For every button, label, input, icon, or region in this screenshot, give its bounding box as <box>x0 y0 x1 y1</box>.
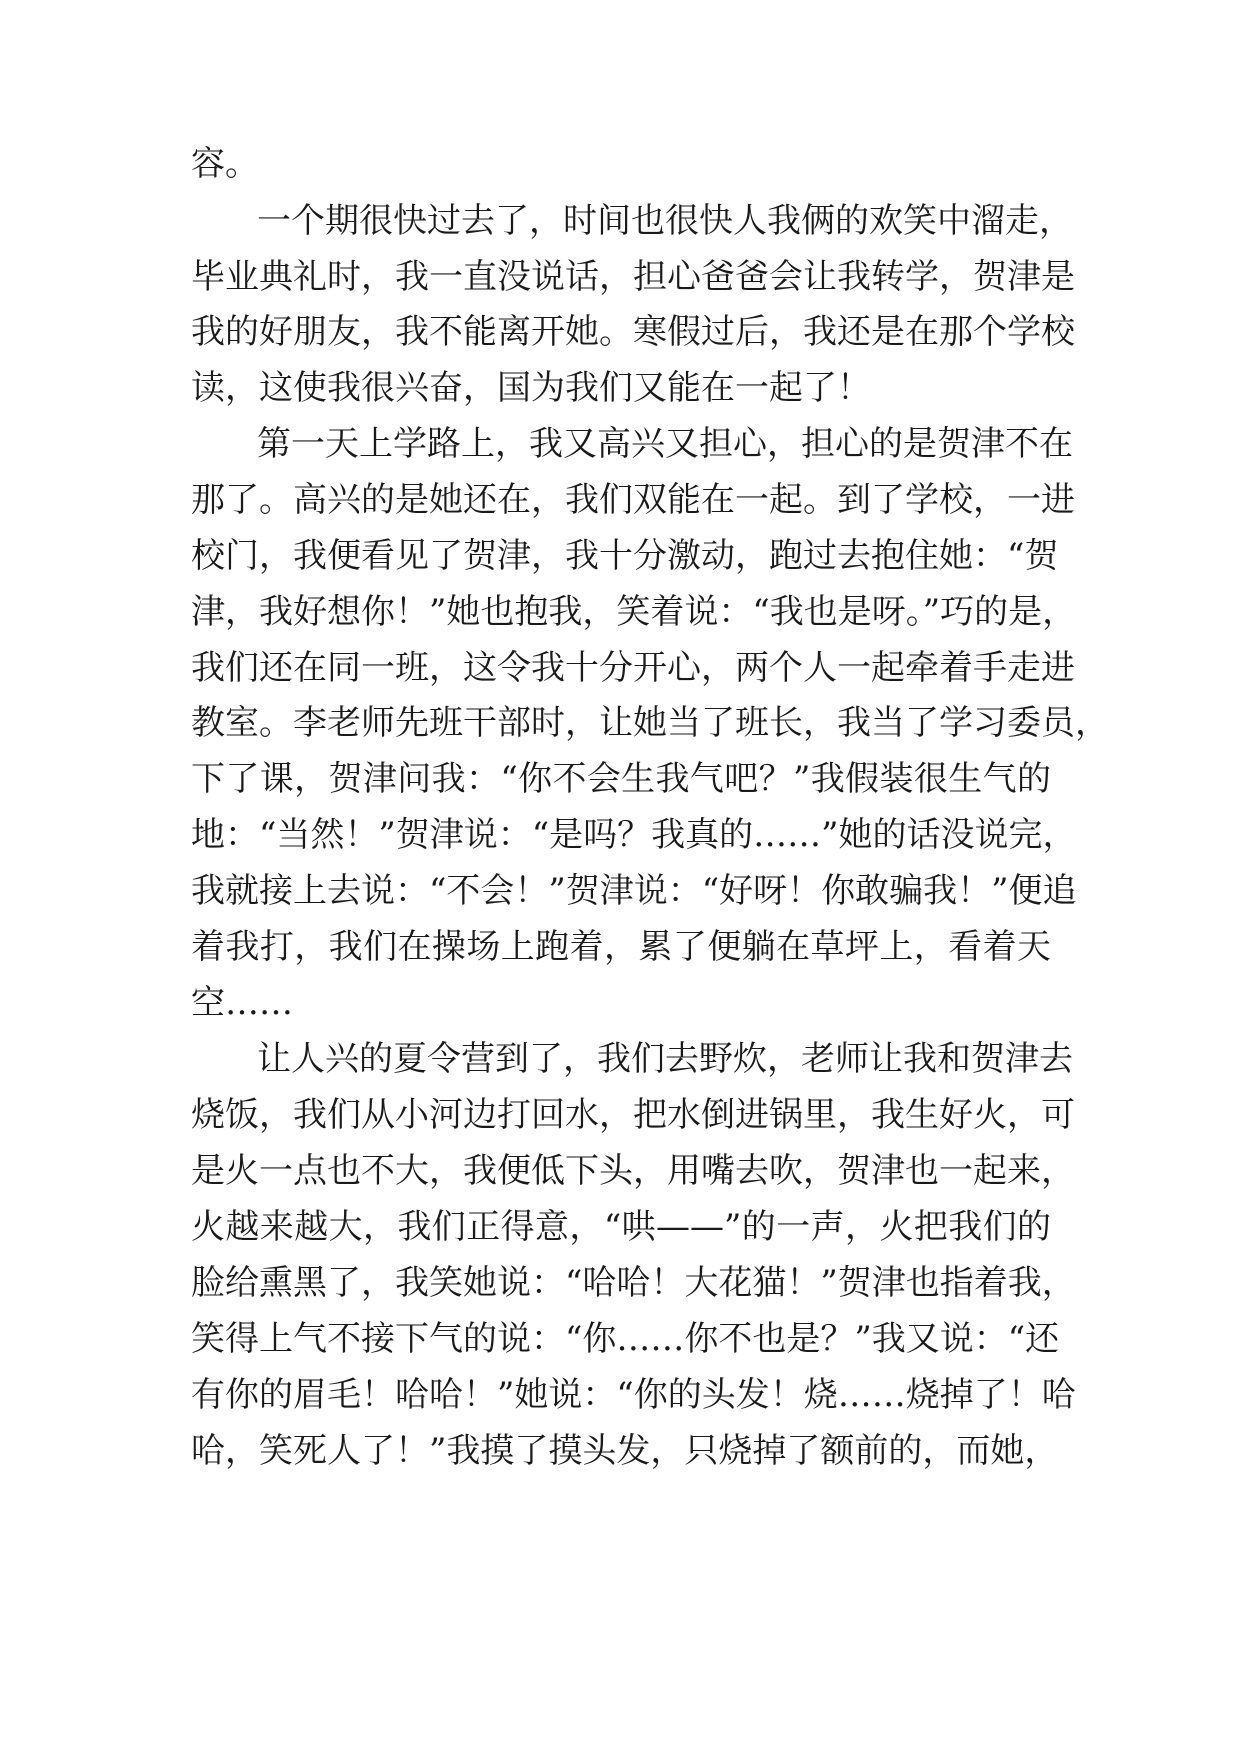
text-line-7: 那了。高兴的是她还在，我们双能在一起。到了学校，一进 <box>191 480 1075 520</box>
text-line-13: 地：“当然！”贺津说：“是吗？我真的……”她的话没说完， <box>191 815 1077 855</box>
text-line-17: 让人兴的夏令营到了，我们去野炊，老师让我和贺津去 <box>257 1039 1073 1079</box>
text-line-4: 我的好朋友，我不能离开她。寒假过后，我还是在那个学校 <box>191 312 1075 352</box>
text-line-22: 笑得上气不接下气的说：“你……你不也是？”我又说：“还 <box>191 1319 1060 1359</box>
text-line-24: 哈，笑死人了！”我摸了摸头发，只烧掉了额前的，而她， <box>191 1431 1059 1471</box>
text-line-1: 容。 <box>191 144 259 184</box>
text-line-2: 一个期很快过去了，时间也很快人我俩的欢笑中溜走， <box>257 201 1073 241</box>
text-line-21: 脸给熏黑了，我笑她说：“哈哈！大花猫！”贺津也指着我， <box>191 1263 1076 1303</box>
text-line-5: 读，这使我很兴奋，国为我们又能在一起了！ <box>191 368 871 408</box>
text-line-8: 校门，我便看见了贺津，我十分激动，跑过去抱住她：“贺 <box>191 536 1059 576</box>
text-line-11: 教室。李老师先班干部时，让她当了班长，我当了学习委员， <box>191 703 1109 743</box>
text-line-23: 有你的眉毛！哈哈！”她说：“你的头发！烧……烧掉了！哈 <box>191 1375 1076 1415</box>
text-line-3: 毕业典礼时，我一直没说话，担心爸爸会让我转学，贺津是 <box>191 257 1075 297</box>
text-line-16: 空…… <box>191 983 293 1023</box>
text-line-6: 第一天上学路上，我又高兴又担心，担心的是贺津不在 <box>257 424 1073 464</box>
text-line-19: 是火一点也不大，我便低下头，用嘴去吹，贺津也一起来， <box>191 1151 1075 1191</box>
text-line-20: 火越来越大，我们正得意，“哄——”的一声，火把我们的 <box>191 1207 1051 1247</box>
text-line-18: 烧饭，我们从小河边打回水，把水倒进锅里，我生好火，可 <box>191 1095 1075 1135</box>
text-line-10: 我们还在同一班，这令我十分开心，两个人一起牵着手走进 <box>191 648 1075 688</box>
text-line-15: 着我打，我们在操场上跑着，累了便躺在草坪上，看着天 <box>191 927 1051 967</box>
text-line-14: 我就接上去说：“不会！”贺津说：“好呀！你敢骗我！”便追 <box>191 871 1077 911</box>
text-line-9: 津，我好想你！”她也抱我，笑着说：“我也是呀。”巧的是， <box>191 592 1077 632</box>
text-line-12: 下了课，贺津问我：“你不会生我气吧？”我假装很生气的 <box>191 759 1051 799</box>
